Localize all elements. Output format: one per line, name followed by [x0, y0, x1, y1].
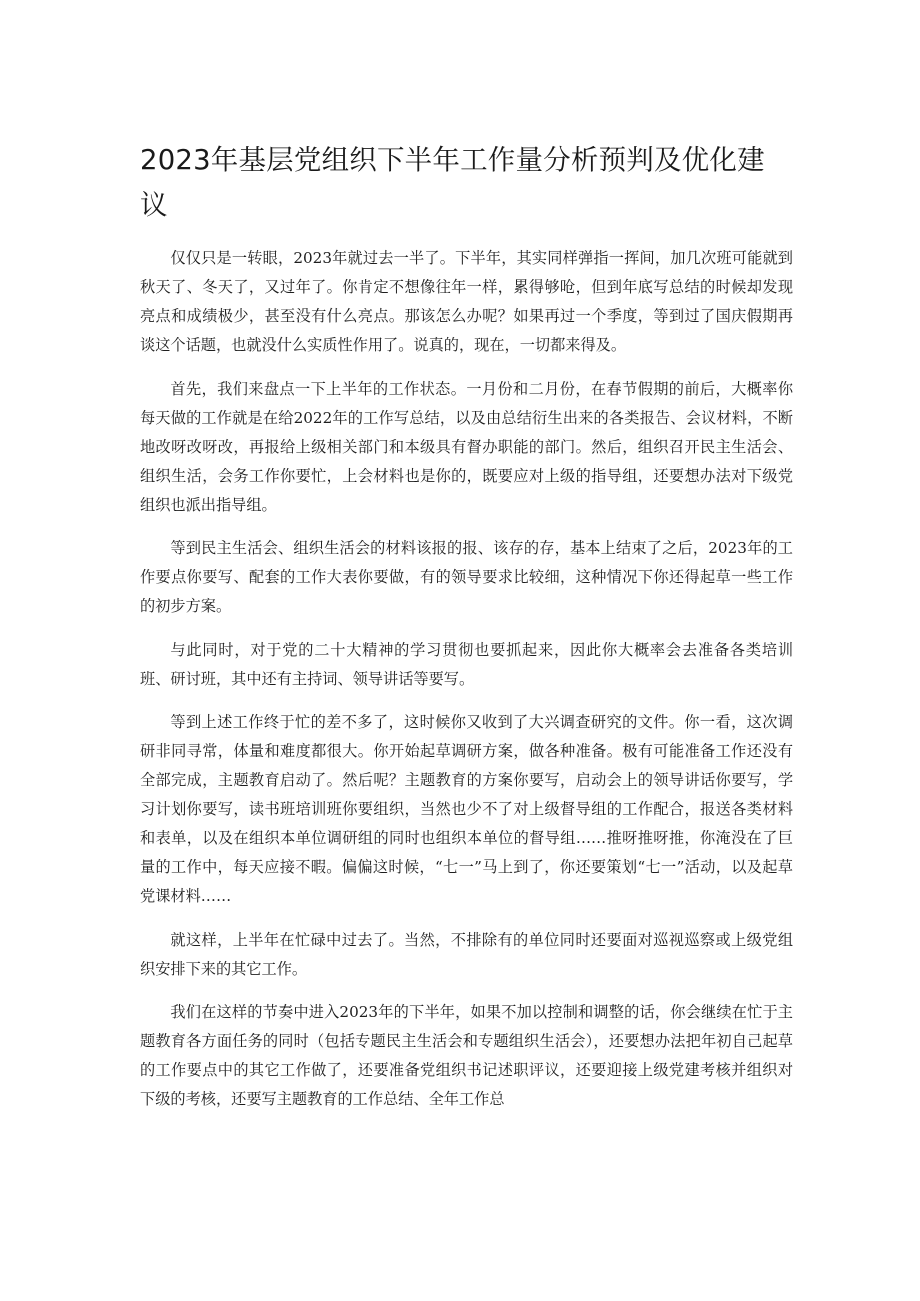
- paragraph-2: 首先，我们来盘点一下上半年的工作状态。一月份和二月份，在春节假期的前后，大概率你每天做的工作就是在给2022年的工作写总结，以及由总结衍生出来的各类报告、会议材料，不断地改呀改呀改，再报给上级相关部门和本级具有督办职能的部门。然后，组织召开民主生活会、组织生活，会务工作你要忙，上会材料也是你的，既要应对上级的指导组，还要想办法对下级党组织也派出指导组。: [140, 379, 793, 514]
- paragraph-7: 我们在这样的节奏中进入2023年的下半年，如果不加以控制和调整的话，你会继续在忙于主题教育各方面任务的同时（包括专题民主生活会和专题组织生活会），还要想办法把年初自己起草的工作要点中的其它工作做了，还要准备党组织书记述职评议，还要迎接上级党建考核并组织对下级的考核，还要写主题教育的工作总结、全年工作总: [140, 1003, 793, 1108]
- document-title: 2023年基层党组织下半年工作量分析预判及优化建议: [140, 144, 765, 221]
- document-body: [140, 244, 793, 1129]
- paragraph-5: 等到上述工作终于忙的差不多了，这时候你又收到了大兴调查研究的文件。你一看，这次调研非同寻常，体量和难度都很大。你开始起草调研方案，做各种准备。极有可能准备工作还没有全部完成，主题教育启动了。然后呢？主题教育的方案你要写，启动会上的领导讲话你要写，学习计划你要写，读书班培训班你要组织，当然也少不了对上级督导组的工作配合，报送各类材料和表单，以及在组织本单位调研组的同时也组织本单位的督导组……推呀推呀推，你淹没在了巨量的工作中，每天应接不暇。偏偏这时候，“七一”马上到了，你还要策划“七一”活动，以及起草党课材料……: [140, 713, 793, 905]
- paragraph-1: 仅仅只是一转眼，2023年就过去一半了。下半年，其实同样弹指一挥间，加几次班可能就到秋天了、冬天了，又过年了。你肯定不想像往年一样，累得够呛，但到年底写总结的时候却发现亮点和成绩极少，甚至没有什么亮点。那该怎么办呢？如果再过一个季度，等到过了国庆假期再谈这个话题，也就没什么实质性作用了。说真的，现在，一切都来得及。: [140, 249, 793, 354]
- paragraph-6: 就这样，上半年在忙碌中过去了。当然，不排除有的单位同时还要面对巡视巡察或上级党组织安排下来的其它工作。: [140, 930, 793, 978]
- paragraph-4: 与此同时，对于党的二十大精神的学习贯彻也要抓起来，因此你大概率会去准备各类培训班、研讨班，其中还有主持词、领导讲话等要写。: [140, 640, 793, 688]
- paragraph-3: 等到民主生活会、组织生活会的材料该报的报、该存的存，基本上结束了之后，2023年的工作要点你要写、配套的工作大表你要做，有的领导要求比较细，这种情况下你还得起草一些工作的初步方案。: [140, 539, 793, 615]
